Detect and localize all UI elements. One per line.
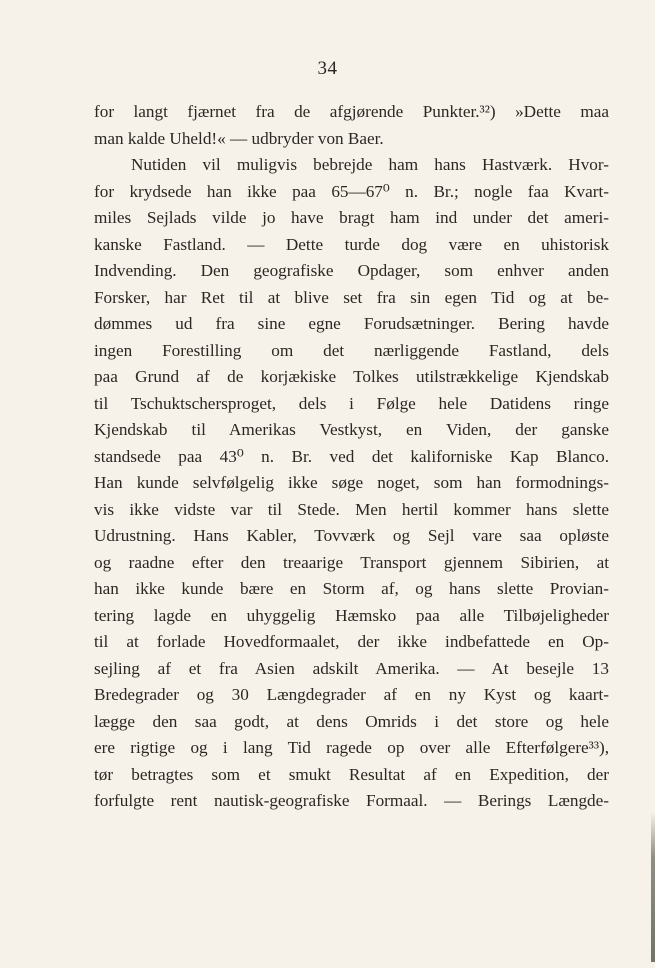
text-line: og raadne efter den treaarige Transport gjennem Sibirien, at (94, 552, 609, 572)
text-line: til at forlade Hovedformaalet, der ikke indbefattede en Op- (94, 632, 609, 651)
text-line: Kjendskab til Amerikas Vestkyst, en Viden, der ganske (94, 420, 609, 439)
text-line: tør betragtes som et smukt Resultat af en Expedition, der (94, 764, 609, 784)
text-line: lægge den saa godt, at dens Omrids i det store og hele (94, 711, 609, 731)
text-line: til Tschuktschersproget, dels i Følge hele Datidens ringe (94, 393, 609, 413)
text-line: paa Grund af de korjækiske Tolkes utilstrækkelige Kjendskab (94, 367, 609, 386)
text-line: tering lagde en uhyggelig Hæmsko paa alle Tilbøjeligheder (94, 605, 609, 625)
text-line: dømmes ud fra sine egne Forudsætninger. Bering havde (94, 314, 609, 333)
text-line: forfulgte rent nautisk-geografiske Formaal. — Berings Længde- (94, 791, 609, 810)
page-number: 34 (317, 58, 338, 79)
text-line: miles Sejlads vilde jo have bragt ham ind under det ameri- (94, 208, 609, 227)
text-line: sejling af et fra Asien adskilt Amerika. — At besejle 13 (94, 658, 609, 678)
text-line: Indvending. Den geografiske Opdager, som enhver anden (94, 261, 609, 280)
text-line: for krydsede han ikke paa 65—67⁰ n. Br.; nogle faa Kvart- (94, 181, 609, 201)
text-line: Bredegrader og 30 Længdegrader af en ny Kyst og kaart- (94, 685, 609, 704)
text-line: ingen Forestilling om det nærliggende Fastland, dels (94, 340, 609, 360)
text-line: ere rigtige og i lang Tid ragede op over alle Efterfølgere³³), (94, 738, 609, 757)
text-line: han ikke kunde bære en Storm af, og hans slette Provian- (94, 579, 609, 598)
text-line: for langt fjærnet fra de afgjørende Punkter.³²) »Dette maa (94, 102, 609, 121)
text-line: vis ikke vidste var til Stede. Men hertil kommer hans slette (94, 499, 609, 519)
paragraph-start-line: Nutiden vil muligvis bebrejde ham hans Hastværk. Hvor- (131, 155, 609, 174)
text-line: kanske Fastland. — Dette turde dog være en uhistorisk (94, 234, 609, 254)
text-line: Forsker, har Ret til at blive set fra sin egen Tid og at be- (94, 287, 609, 307)
text-line: man kalde Uheld!« — udbryder von Baer. (94, 128, 384, 148)
body-text (94, 99, 609, 815)
page-edge-shadow (651, 812, 655, 962)
text-line: Udrustning. Hans Kabler, Tovværk og Sejl vare saa opløste (94, 526, 609, 545)
text-line: Han kunde selvfølgelig ikke søge noget, som han formodnings- (94, 473, 609, 492)
text-line: standsede paa 43⁰ n. Br. ved det kaliforniske Kap Blanco. (94, 446, 609, 466)
